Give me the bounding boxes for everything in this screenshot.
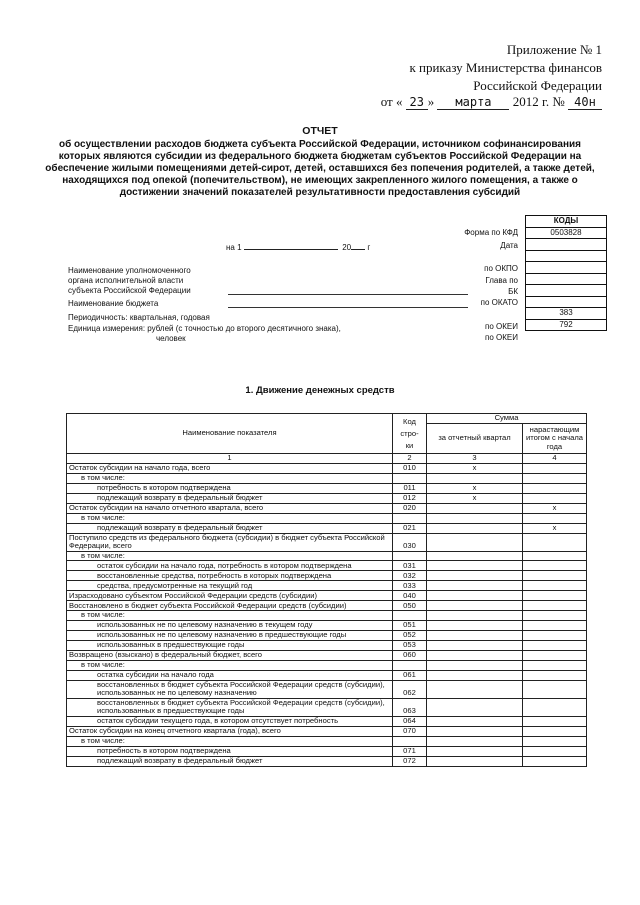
col-code-3: ки: [405, 440, 414, 450]
row-code: 071: [393, 746, 427, 756]
row-period-value: [427, 746, 523, 756]
row-name: Остаток субсидии на начало отчетного квартала, всего: [67, 504, 393, 514]
label-bk: БК: [508, 287, 518, 296]
org-name-line: [228, 294, 468, 295]
label-kfd: Форма по КФД: [464, 228, 518, 237]
row-cumulative-value: [523, 716, 587, 726]
row-cumulative-value: [523, 726, 587, 736]
row-period-value: x: [427, 494, 523, 504]
row-name: подлежащий возврату в федеральный бюджет: [67, 494, 393, 504]
section-title: 1. Движение денежных средств: [245, 385, 395, 396]
row-code: 052: [393, 630, 427, 640]
row-name: использованных в предшествующие годы: [67, 640, 393, 650]
num-1: 1: [67, 454, 393, 464]
row-period-value: [427, 726, 523, 736]
row-period-value: [427, 620, 523, 630]
table-row: [67, 484, 587, 494]
label-glava: Глава по: [485, 276, 518, 285]
row-cumulative-value: [523, 514, 587, 524]
appendix-date-line: [381, 94, 602, 110]
label-okpo: по ОКПО: [484, 264, 518, 273]
date-month: марта: [437, 95, 509, 110]
row-cumulative-value: [523, 698, 587, 716]
unit-line-1: Единица измерения: рублей (с точностью до второго десятичного знака),: [68, 324, 341, 333]
table-row: [67, 670, 587, 680]
row-cumulative-value: [523, 581, 587, 591]
row-code: 053: [393, 640, 427, 650]
row-cumulative-value: [523, 746, 587, 756]
table-row: [67, 581, 587, 591]
row-name: потребность в котором подтверждена: [67, 484, 393, 494]
appendix-line-2: к приказу Министерства финансов: [409, 60, 602, 75]
table-row: [67, 523, 587, 533]
table-row: [67, 464, 587, 474]
row-name: в том числе:: [67, 611, 393, 621]
code-bk: [526, 273, 607, 285]
org-label-1: Наименование уполномоченного: [68, 266, 191, 275]
row-period-value: [427, 571, 523, 581]
code-date: [526, 239, 607, 251]
row-name: в том числе:: [67, 660, 393, 670]
row-cumulative-value: x: [523, 504, 587, 514]
report-title: ОТЧЕТ: [302, 125, 338, 137]
col-sum-header: Сумма: [427, 414, 587, 424]
on-date-year: [351, 241, 365, 250]
row-name: Возвращено (взыскано) в федеральный бюджет, всего: [67, 650, 393, 660]
org-label-3: субъекта Российской Федерации: [68, 286, 191, 295]
table-row: [67, 620, 587, 630]
row-period-value: [427, 581, 523, 591]
row-code: [393, 660, 427, 670]
row-name: Остаток субсидии на конец отчетного квартала (года), всего: [67, 726, 393, 736]
row-code: 033: [393, 581, 427, 591]
table-row: [67, 591, 587, 601]
row-name: в том числе:: [67, 474, 393, 484]
codes-table: [525, 215, 607, 331]
date-mid: »: [427, 94, 435, 109]
table-row: [67, 561, 587, 571]
row-cumulative-value: [523, 660, 587, 670]
org-label-2: органа исполнительной власти: [68, 276, 184, 285]
row-cumulative-value: [523, 561, 587, 571]
row-code: [393, 551, 427, 561]
num-3: 3: [427, 454, 523, 464]
row-period-value: [427, 736, 523, 746]
row-code: 064: [393, 716, 427, 726]
table-row: [67, 680, 587, 698]
row-cumulative-value: [523, 756, 587, 766]
row-cumulative-value: [523, 494, 587, 504]
row-code: 020: [393, 504, 427, 514]
table-row: [67, 660, 587, 670]
num-4: 4: [523, 454, 587, 464]
row-name: остаток субсидии на начало года, потребность в котором подтверждена: [67, 561, 393, 571]
table-row: [67, 698, 587, 716]
row-period-value: [427, 660, 523, 670]
row-name: Остаток субсидии на начало года, всего: [67, 464, 393, 474]
row-code: 062: [393, 680, 427, 698]
row-period-value: x: [427, 484, 523, 494]
row-name: остатка субсидии на начало года: [67, 670, 393, 680]
row-code: 011: [393, 484, 427, 494]
row-name: в том числе:: [67, 736, 393, 746]
row-code: 072: [393, 756, 427, 766]
code-glava: [526, 262, 607, 274]
codes-header: КОДЫ: [526, 216, 607, 228]
row-period-value: [427, 523, 523, 533]
row-period-value: [427, 591, 523, 601]
table-row: [67, 514, 587, 524]
row-cumulative-value: [523, 464, 587, 474]
row-name: Поступило средств из федерального бюджета (субсидии) в бюджет субъекта Российской Федерации, всего: [67, 533, 393, 551]
table-row: [67, 571, 587, 581]
row-period-value: [427, 551, 523, 561]
label-okei-2: по ОКЕИ: [485, 333, 518, 342]
row-name: подлежащий возврату в федеральный бюджет: [67, 523, 393, 533]
table-row: [67, 756, 587, 766]
col-cum-2: итогом с начала: [525, 433, 583, 443]
row-name: потребность в котором подтверждена: [67, 746, 393, 756]
row-period-value: x: [427, 464, 523, 474]
appendix-line-3: Российской Федерации: [473, 78, 602, 93]
report-subtitle-4: находящихся под опекой (попечительством), не имеющих закрепленного жилого помещения, а также о: [62, 175, 578, 186]
table-row: [67, 736, 587, 746]
row-cumulative-value: [523, 630, 587, 640]
row-cumulative-value: [523, 591, 587, 601]
col-name-header: Наименование показателя: [67, 414, 393, 454]
row-cumulative-value: [523, 484, 587, 494]
unit-line-2: человек: [156, 334, 186, 343]
row-period-value: [427, 680, 523, 698]
row-code: [393, 736, 427, 746]
table-row: [67, 716, 587, 726]
row-name: восстановленных в бюджет субъекта Российской Федерации средств (субсидии), использованных не по целевому назначению: [67, 680, 393, 698]
row-code: 050: [393, 601, 427, 611]
on-date-day-month: [244, 241, 338, 250]
table-row: [67, 746, 587, 756]
row-cumulative-value: [523, 650, 587, 660]
row-cumulative-value: x: [523, 523, 587, 533]
row-name: в том числе:: [67, 551, 393, 561]
row-code: 051: [393, 620, 427, 630]
table-row: [67, 611, 587, 621]
table-row: [67, 726, 587, 736]
row-name: подлежащий возврату в федеральный бюджет: [67, 756, 393, 766]
row-code: 030: [393, 533, 427, 551]
row-name: использованных не по целевому назначению в текущем году: [67, 620, 393, 630]
report-subtitle-3: обеспечение жилыми помещениями детей-сирот, детей, оставшихся без попечения родителей, а также детей,: [45, 163, 595, 174]
row-period-value: [427, 561, 523, 571]
date-prefix: от «: [380, 94, 403, 109]
cash-flow-table: [66, 413, 587, 767]
order-number: 40н: [568, 95, 602, 110]
row-period-value: [427, 474, 523, 484]
code-period: [526, 296, 607, 308]
row-name: средства, предусмотренные на текущий год: [67, 581, 393, 591]
row-code: 063: [393, 698, 427, 716]
report-subtitle-2: которых являются субсидии из федерального бюджета бюджетам субъектов Российской Федерации на: [58, 151, 582, 162]
on-date-line: [226, 241, 370, 252]
row-name: Восстановлено в бюджет субъекта Российской Федерации средств (субсидии): [67, 601, 393, 611]
row-name: Израсходовано субъектом Российской Федерации средств (субсидии): [67, 591, 393, 601]
col-period-header: за отчетный квартал: [427, 424, 523, 454]
table-row: [67, 601, 587, 611]
label-okei-1: по ОКЕИ: [485, 322, 518, 331]
budget-name-line: [228, 307, 468, 308]
num-2: 2: [393, 454, 427, 464]
row-name: восстановленных в бюджет субъекта Российской Федерации средств (субсидии), использованных в предшествующие годы: [67, 698, 393, 716]
table-row: [67, 650, 587, 660]
col-code-header: [393, 414, 427, 454]
table-row: [67, 533, 587, 551]
row-code: 032: [393, 571, 427, 581]
row-code: [393, 474, 427, 484]
row-period-value: [427, 533, 523, 551]
row-name: остаток субсидии текущего года, в котором отсутствует потребность: [67, 716, 393, 726]
appendix-line-1: Приложение № 1: [506, 42, 602, 57]
budget-label: Наименование бюджета: [68, 299, 159, 308]
row-code: 012: [393, 494, 427, 504]
row-code: 031: [393, 561, 427, 571]
row-cumulative-value: [523, 474, 587, 484]
row-code: [393, 611, 427, 621]
code-kfd: 0503828: [526, 227, 607, 239]
col-code-2: стро-: [400, 428, 419, 438]
row-code: [393, 514, 427, 524]
row-cumulative-value: [523, 670, 587, 680]
code-okato: [526, 285, 607, 297]
report-subtitle-1: об осуществлении расходов бюджета субъекта Российской Федерации, источником софинансирования: [58, 139, 582, 150]
row-code: 060: [393, 650, 427, 660]
row-cumulative-value: [523, 620, 587, 630]
periodicity: Периодичность: квартальная, годовая: [68, 313, 210, 322]
row-code: 061: [393, 670, 427, 680]
row-period-value: [427, 601, 523, 611]
row-period-value: [427, 504, 523, 514]
code-okpo: [526, 250, 607, 262]
col-cum-3: года: [546, 441, 563, 451]
row-code: 070: [393, 726, 427, 736]
row-period-value: [427, 756, 523, 766]
row-cumulative-value: [523, 736, 587, 746]
row-cumulative-value: [523, 571, 587, 581]
on-date-suffix: г: [367, 243, 371, 252]
label-date: Дата: [500, 241, 518, 250]
row-period-value: [427, 611, 523, 621]
row-cumulative-value: [523, 680, 587, 698]
row-cumulative-value: [523, 640, 587, 650]
table-row: [67, 551, 587, 561]
col-cumulative-header: [523, 424, 587, 454]
row-period-value: [427, 640, 523, 650]
on-date-prefix: на 1: [226, 243, 242, 252]
date-year: 2012 г. №: [512, 94, 565, 109]
col-code-1: Код: [403, 416, 416, 426]
code-okei-1: 383: [526, 308, 607, 320]
row-period-value: [427, 670, 523, 680]
row-period-value: [427, 650, 523, 660]
row-period-value: [427, 630, 523, 640]
table-row: [67, 630, 587, 640]
date-day: 23: [406, 95, 428, 110]
report-subtitle-5: достижении значений показателей результативности предоставления субсидий: [119, 187, 521, 198]
row-name: в том числе:: [67, 514, 393, 524]
row-name: восстановленные средства, потребность в которых подтверждена: [67, 571, 393, 581]
code-okei-2: 792: [526, 319, 607, 331]
org-label: [68, 266, 191, 296]
row-cumulative-value: [523, 533, 587, 551]
row-period-value: [427, 514, 523, 524]
row-cumulative-value: [523, 601, 587, 611]
table-row: [67, 474, 587, 484]
row-period-value: [427, 716, 523, 726]
table-row: [67, 494, 587, 504]
label-okato: по ОКАТО: [480, 298, 518, 307]
row-period-value: [427, 698, 523, 716]
table-row: [67, 640, 587, 650]
row-cumulative-value: [523, 551, 587, 561]
row-name: использованных не по целевому назначению в предшествующие годы: [67, 630, 393, 640]
col-cum-1: нарастающим: [529, 424, 580, 434]
row-code: 040: [393, 591, 427, 601]
row-cumulative-value: [523, 611, 587, 621]
row-code: 021: [393, 523, 427, 533]
row-code: 010: [393, 464, 427, 474]
on-date-century: 20: [342, 243, 352, 252]
table-row: [67, 504, 587, 514]
